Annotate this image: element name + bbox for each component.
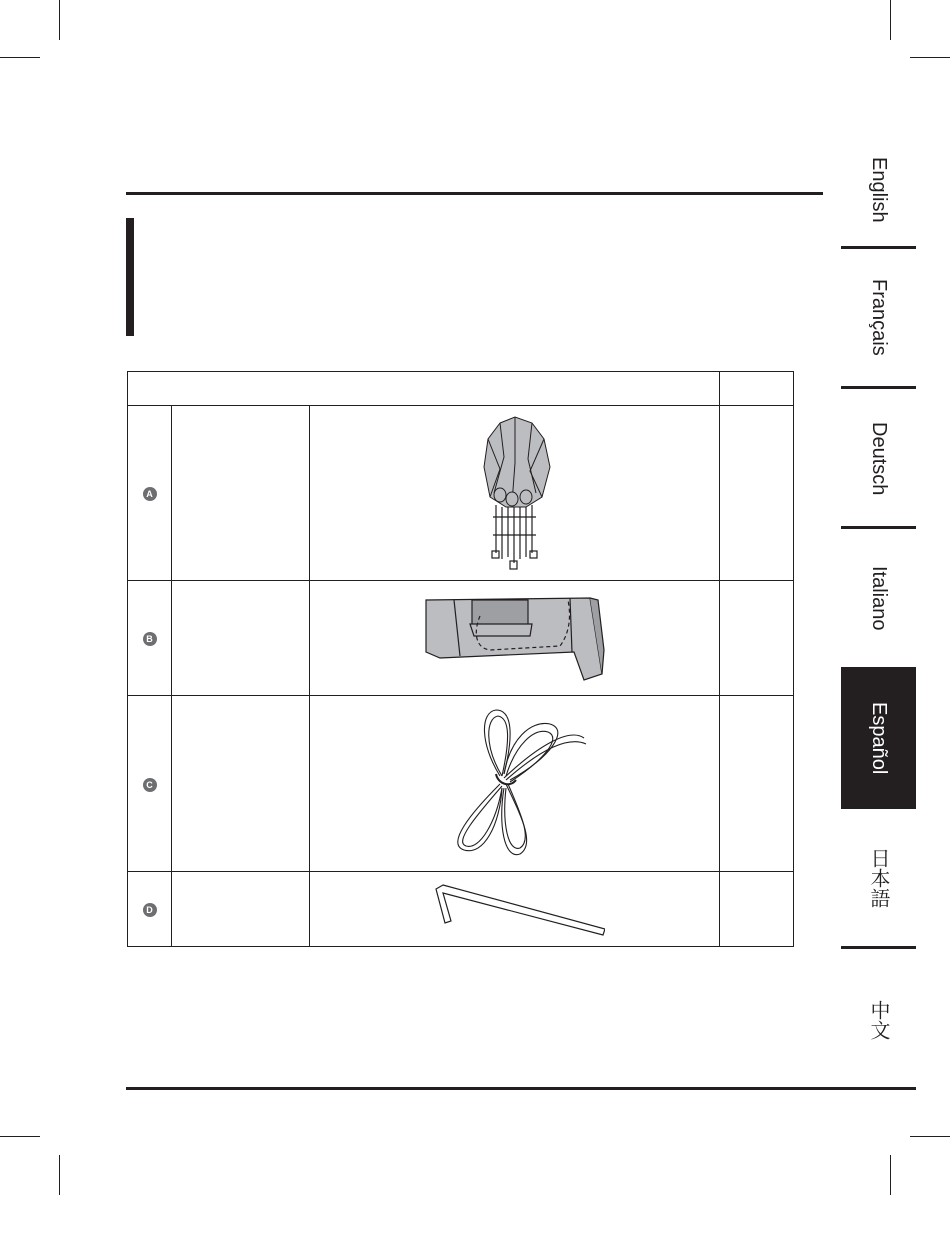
carry-bag-illustration [420, 590, 610, 686]
part-letter-cell [128, 581, 172, 696]
part-letter-cell [128, 406, 172, 581]
crop-mark [0, 57, 40, 58]
tab-label: English [868, 157, 890, 223]
tab-divider [841, 386, 916, 389]
tab-label: Français [868, 278, 890, 356]
crop-mark [59, 1155, 60, 1195]
part-quantity-cell [720, 581, 794, 696]
tab-deutsch[interactable] [841, 404, 916, 514]
header-rule [126, 192, 823, 195]
coiled-rope-illustration [440, 704, 590, 864]
header-cell-part [128, 372, 720, 406]
tab-label: Español [868, 701, 890, 775]
part-name-cell [172, 581, 310, 696]
part-name-cell [172, 406, 310, 581]
tab-francais[interactable] [841, 262, 916, 372]
crop-mark [910, 57, 950, 58]
part-letter-badge: C [143, 778, 157, 792]
part-image-cell [310, 406, 720, 581]
table-row [128, 696, 794, 872]
crop-mark [0, 1136, 40, 1137]
tab-label: Italiano [868, 565, 890, 631]
part-image-cell [310, 872, 720, 947]
tab-divider [841, 246, 916, 249]
footer-rule [126, 1087, 916, 1090]
crop-mark [890, 0, 891, 40]
tab-label: 中文 [867, 1000, 889, 1040]
part-image-cell [310, 696, 720, 872]
header-cell-quantity [720, 372, 794, 406]
part-quantity-cell [720, 872, 794, 947]
tab-label: Deutsch [868, 422, 890, 496]
part-name-cell [172, 696, 310, 872]
folded-canopy-frame-illustration [460, 413, 570, 573]
parts-table [127, 371, 794, 947]
part-letter-cell [128, 696, 172, 872]
part-image-cell [310, 581, 720, 696]
table-row [128, 581, 794, 696]
tab-espanol[interactable] [841, 667, 916, 809]
tab-chinese[interactable] [841, 990, 916, 1050]
tab-divider [841, 946, 916, 949]
tab-japanese[interactable] [841, 836, 916, 920]
crop-mark [59, 0, 60, 40]
part-name-cell [172, 872, 310, 947]
tab-divider [841, 526, 916, 529]
table-header-row [128, 372, 794, 406]
ground-stake-illustration [425, 877, 605, 941]
part-letter-badge: B [143, 632, 157, 646]
part-quantity-cell [720, 696, 794, 872]
tab-english[interactable] [841, 140, 916, 240]
tab-italiano[interactable] [841, 546, 916, 650]
table-row [128, 872, 794, 947]
part-quantity-cell [720, 406, 794, 581]
table-row [128, 406, 794, 581]
part-letter-badge: A [143, 487, 157, 501]
section-heading-bar [126, 218, 134, 336]
crop-mark [890, 1155, 891, 1195]
part-letter-cell [128, 872, 172, 947]
part-letter-badge: D [143, 903, 157, 917]
tab-label: 日本語 [867, 848, 889, 908]
crop-mark [910, 1136, 950, 1137]
